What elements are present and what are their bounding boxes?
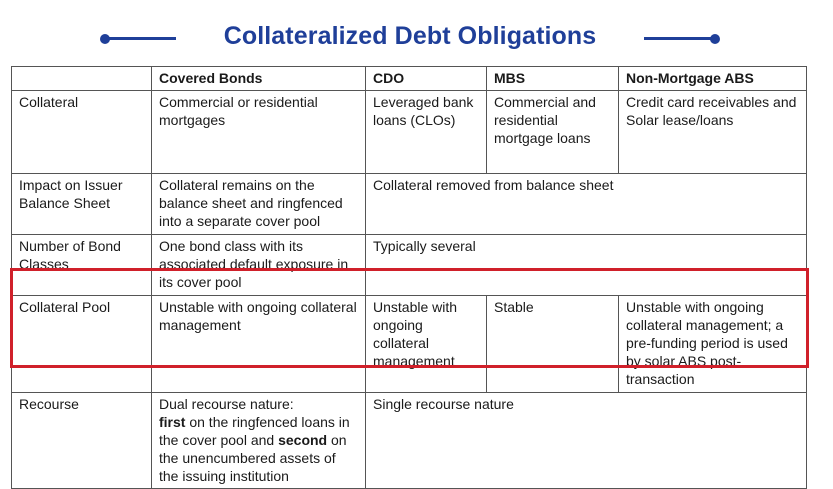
row-label: Collateral bbox=[12, 91, 152, 174]
header-cell-blank bbox=[12, 67, 152, 91]
cell-cdo: Leveraged bank loans (CLOs) bbox=[366, 91, 487, 174]
header-cdo: CDO bbox=[366, 67, 487, 91]
cell-non-mortgage-abs: Credit card receivables and Solar lease/loans bbox=[619, 91, 807, 174]
recourse-intro: Dual recourse nature: bbox=[159, 396, 294, 412]
table-row-collateral-pool bbox=[12, 296, 807, 393]
recourse-end: on the unencumbered assets of the issuing institution bbox=[159, 432, 347, 484]
decoration-dot bbox=[710, 34, 720, 44]
header-mbs: MBS bbox=[487, 67, 619, 91]
cell-other-products: Typically several bbox=[366, 235, 807, 296]
cell-mbs: Stable bbox=[487, 296, 619, 393]
cell-non-mortgage-abs: Unstable with ongoing collateral management; a pre-funding period is used by solar ABS post-transaction bbox=[619, 296, 807, 393]
row-label: Impact on Issuer Balance Sheet bbox=[12, 174, 152, 235]
cell-covered-bonds bbox=[152, 393, 366, 489]
page-title: Collateralized Debt Obligations bbox=[223, 22, 597, 50]
recourse-first: first bbox=[159, 414, 186, 430]
cell-other-products: Collateral removed from balance sheet bbox=[366, 174, 807, 235]
title-decoration-right bbox=[644, 37, 716, 40]
recourse-mid: on the ringfenced loans in the cover pool and bbox=[159, 414, 350, 448]
title-row bbox=[0, 18, 833, 58]
cell-covered-bonds: One bond class with its associated default exposure in its cover pool bbox=[152, 235, 366, 296]
cell-cdo: Unstable with ongoing collateral management bbox=[366, 296, 487, 393]
table-row-collateral bbox=[12, 91, 807, 174]
recourse-second: second bbox=[278, 432, 328, 448]
cell-covered-bonds: Commercial or residential mortgages bbox=[152, 91, 366, 174]
table-row-balance-sheet-impact bbox=[12, 174, 807, 235]
header-covered-bonds: Covered Bonds bbox=[152, 67, 366, 91]
row-label: Collateral Pool bbox=[12, 296, 152, 393]
table-row-bond-classes bbox=[12, 235, 807, 296]
cell-covered-bonds: Unstable with ongoing collateral management bbox=[152, 296, 366, 393]
row-label: Recourse bbox=[12, 393, 152, 489]
row-label: Number of Bond Classes bbox=[12, 235, 152, 296]
cell-mbs: Commercial and residential mortgage loans bbox=[487, 91, 619, 174]
header-non-mortgage-abs: Non-Mortgage ABS bbox=[619, 67, 807, 91]
cell-other-products: Single recourse nature bbox=[366, 393, 807, 489]
cell-covered-bonds: Collateral remains on the balance sheet and ringfenced into a separate cover pool bbox=[152, 174, 366, 235]
table-header-row bbox=[12, 67, 807, 91]
table-row-recourse bbox=[12, 393, 807, 489]
comparison-table bbox=[11, 66, 807, 489]
